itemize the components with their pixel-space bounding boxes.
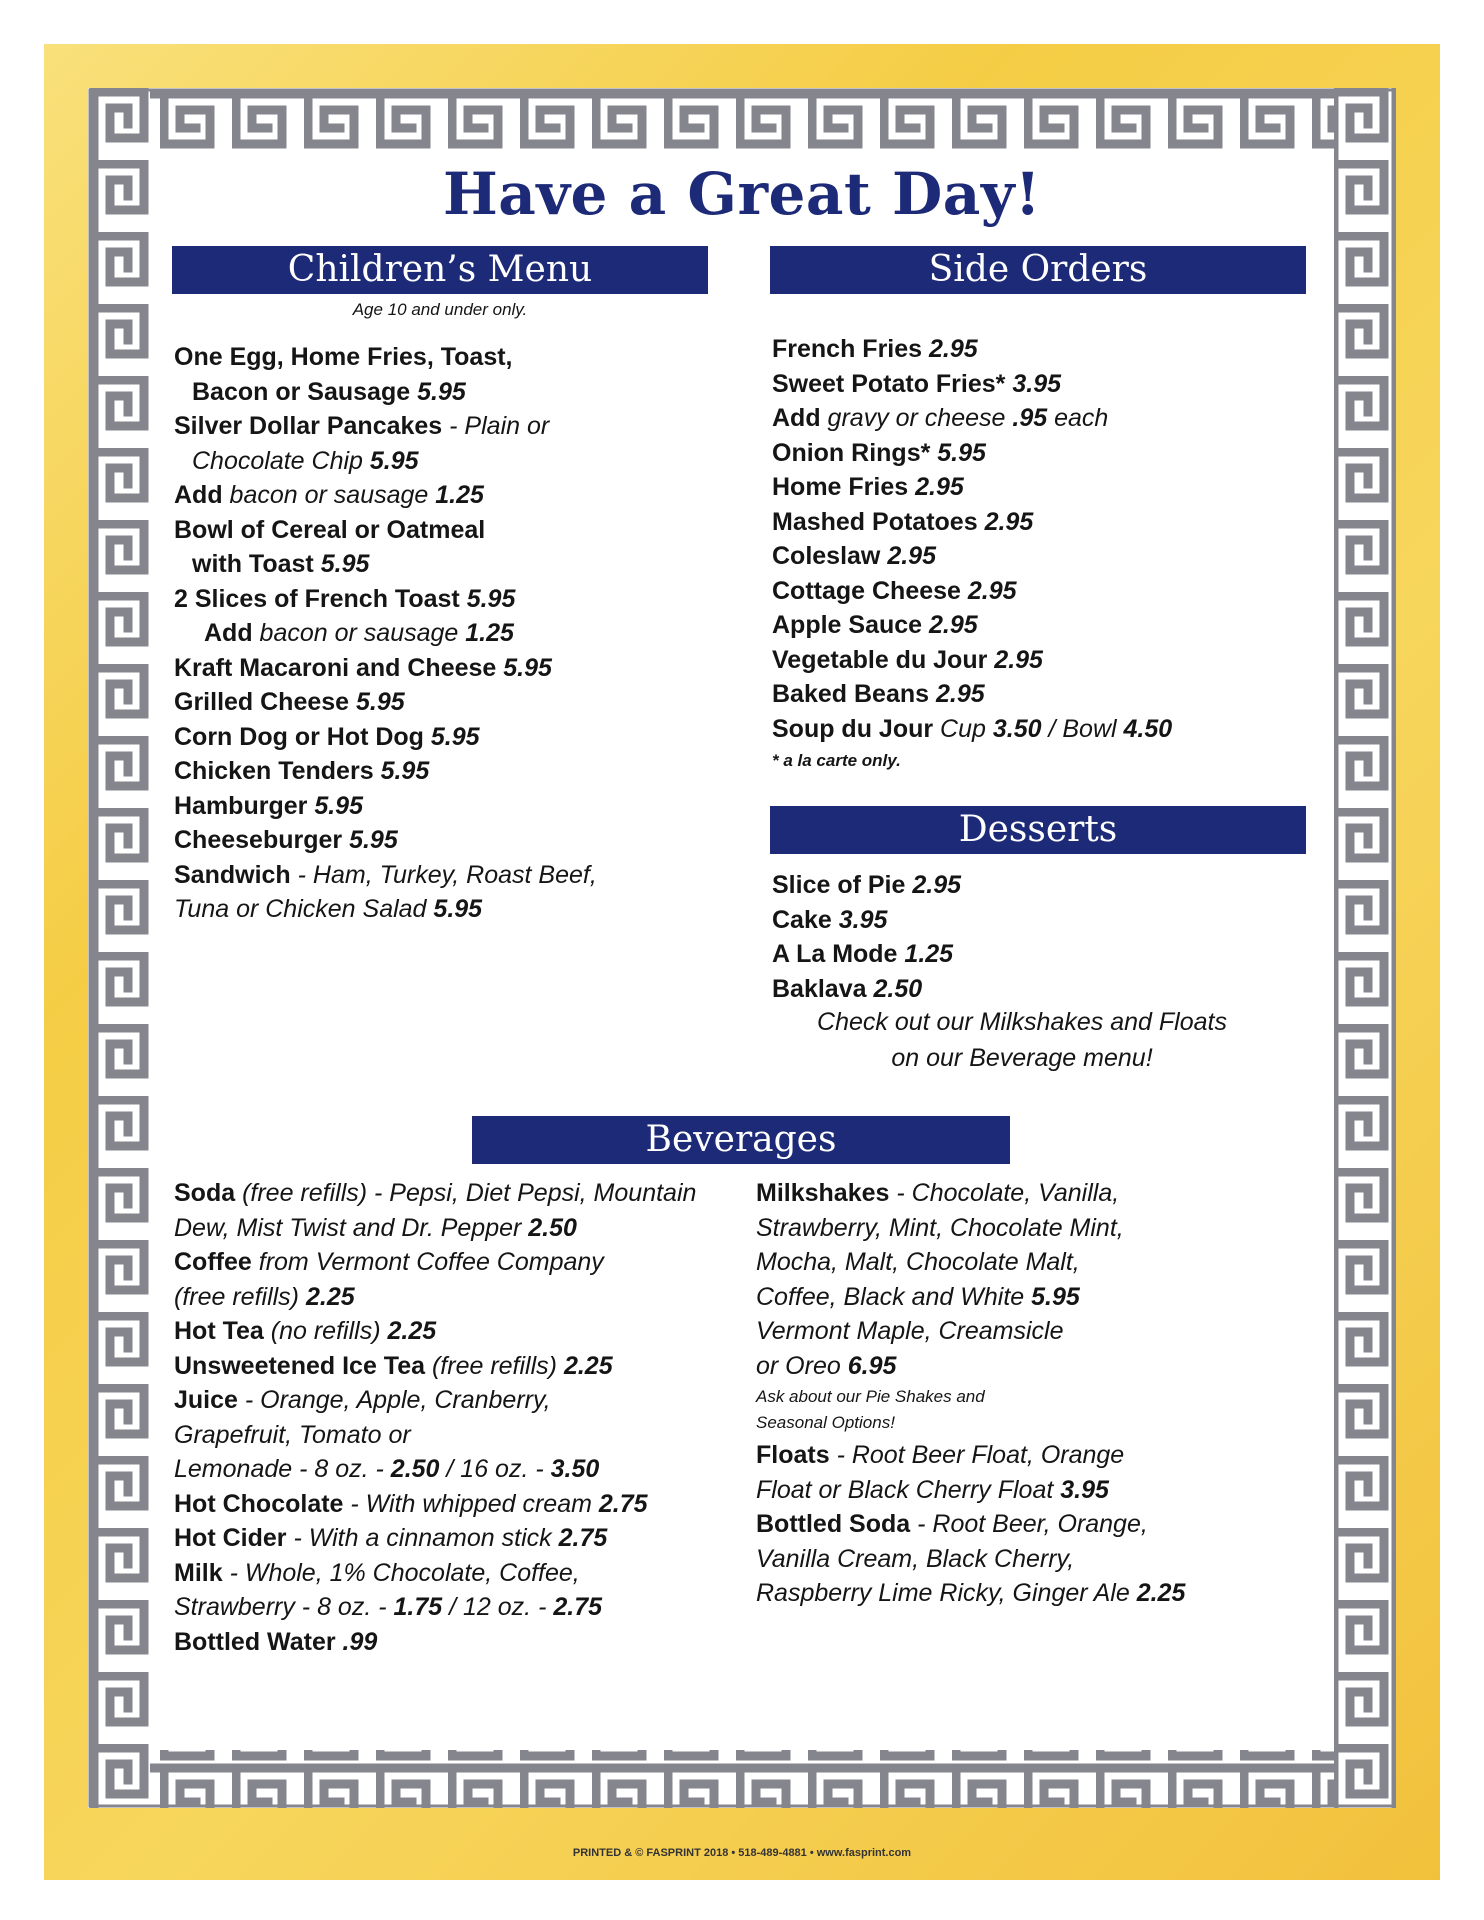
menu-item xyxy=(756,1542,1316,1577)
item-price: 2.25 xyxy=(563,1351,613,1380)
item-name: Soda xyxy=(174,1179,236,1207)
item-price: 3.95 xyxy=(1012,369,1062,398)
item-price: 2.95 xyxy=(915,473,964,501)
soup-name: Soup du Jour xyxy=(772,715,934,743)
item-price: 2.50 xyxy=(390,1455,440,1483)
menu-item xyxy=(756,1473,1316,1508)
a-la-carte-note: * a la carte only. xyxy=(772,751,901,770)
item-name: Corn Dog or Hot Dog xyxy=(174,722,424,751)
menu-item xyxy=(756,1280,1316,1315)
menu-item xyxy=(174,340,714,375)
item-price: 5.95 xyxy=(433,895,483,923)
page-title: Have a Great Day! xyxy=(442,160,1042,228)
item-description: (free refills) xyxy=(174,1282,300,1311)
item-description-2: / 16 oz. - xyxy=(439,1455,544,1483)
item-name: Chicken Tenders xyxy=(174,757,374,785)
menu-item xyxy=(174,720,714,755)
item-description: (no refills) xyxy=(263,1317,381,1345)
item-name: Silver Dollar Pancakes xyxy=(174,412,443,440)
menu-item xyxy=(174,513,714,548)
menu-item xyxy=(174,582,714,617)
item-price: 2.95 xyxy=(912,871,962,899)
item-name: Hot Chocolate xyxy=(174,1489,344,1518)
item-name: Sweet Potato Fries* xyxy=(772,369,1006,398)
menu-item xyxy=(772,505,1312,540)
item-description: Lemonade - 8 oz. - xyxy=(174,1455,384,1483)
beverages-right-list xyxy=(756,1176,1316,1383)
beverages-left-list xyxy=(174,1176,744,1659)
item-description: Strawberry - 8 oz. - xyxy=(174,1593,387,1621)
item-name: Home Fries xyxy=(772,473,909,501)
item-price: 1.25 xyxy=(904,940,954,968)
menu-item xyxy=(772,972,1312,1007)
item-price: 2.95 xyxy=(929,335,978,363)
childrens-menu-heading: Children’s Menu xyxy=(172,246,708,294)
childrens-menu-list xyxy=(174,340,714,927)
item-description: Float or Black Cherry Float xyxy=(756,1475,1054,1504)
menu-item xyxy=(772,539,1312,574)
menu-item xyxy=(174,1487,744,1522)
beverages-heading: Beverages xyxy=(472,1116,1010,1164)
item-description: Chocolate Chip xyxy=(192,446,363,475)
item-description: - Ham, Turkey, Roast Beef, xyxy=(290,860,597,889)
item-description: - Whole, 1% Chocolate, Coffee, xyxy=(222,1558,580,1587)
menu-item xyxy=(772,937,1312,972)
item-price: 2.50 xyxy=(528,1213,577,1242)
menu-item xyxy=(174,1245,744,1280)
menu-item xyxy=(174,375,714,410)
pie-shakes-note-line2: Seasonal Options! xyxy=(756,1413,895,1432)
menu-item xyxy=(772,367,1312,402)
item-description: Strawberry, Mint, Chocolate Mint, xyxy=(756,1213,1124,1242)
item-name: Cheeseburger xyxy=(174,826,343,854)
item-name: with Toast xyxy=(192,550,314,578)
milkshake-callout xyxy=(772,1004,1272,1076)
item-name: Cake xyxy=(772,905,832,934)
soup-cup-label: Cup xyxy=(933,715,986,743)
menu-item xyxy=(756,1211,1316,1246)
item-description: - Orange, Apple, Cranberry, xyxy=(237,1386,551,1414)
item-description: Tuna or Chicken Salad xyxy=(174,895,427,923)
item-name: Hamburger xyxy=(174,791,308,820)
menu-item xyxy=(174,1418,744,1453)
beverages-right-list-2 xyxy=(756,1438,1316,1611)
item-description: Grapefruit, Tomato or xyxy=(174,1420,411,1449)
desserts-heading: Desserts xyxy=(770,806,1306,854)
item-name: Juice xyxy=(174,1386,238,1414)
item-name: Bottled Water xyxy=(174,1627,336,1656)
item-name: Milk xyxy=(174,1558,223,1587)
menu-item xyxy=(174,754,714,789)
item-description: - Root Beer Float, Orange xyxy=(829,1441,1125,1469)
pie-shakes-note-line1: Ask about our Pie Shakes and xyxy=(756,1387,985,1406)
item-name: Unsweetened Ice Tea xyxy=(174,1351,426,1380)
menu-item xyxy=(174,789,714,824)
item-price: 5.95 xyxy=(430,722,480,751)
item-price: 5.95 xyxy=(466,584,516,613)
menu-item xyxy=(772,868,1312,903)
menu-item xyxy=(174,823,714,858)
item-description: (free refills) - Pepsi, Diet Pepsi, Mountain xyxy=(235,1179,697,1207)
item-price: 2.95 xyxy=(984,507,1034,536)
item-price: 5.95 xyxy=(1031,1282,1080,1311)
item-name: Apple Sauce xyxy=(772,611,923,639)
menu-item xyxy=(174,1280,744,1315)
item-name: Baklava xyxy=(772,974,867,1003)
menu-item xyxy=(772,436,1312,471)
menu-item xyxy=(174,1556,744,1591)
menu-item xyxy=(756,1349,1316,1384)
item-price: 1.25 xyxy=(465,619,514,647)
item-price: 1.75 xyxy=(393,1593,443,1621)
item-name: One Egg, Home Fries, Toast, xyxy=(174,343,513,371)
milkshake-callout-line2: on our Beverage menu! xyxy=(891,1044,1153,1072)
item-price: 5.95 xyxy=(356,688,405,716)
item-description: - Chocolate, Vanilla, xyxy=(889,1179,1120,1207)
item-price: .99 xyxy=(342,1627,378,1656)
item-price: 5.95 xyxy=(314,791,363,820)
menu-item xyxy=(772,574,1312,609)
item-description: Dew, Mist Twist and Dr. Pepper xyxy=(174,1213,522,1242)
menu-item xyxy=(174,858,714,893)
item-description: Vermont Maple, Creamsicle xyxy=(756,1317,1064,1345)
milkshake-callout-line1: Check out our Milkshakes and Floats xyxy=(817,1008,1227,1036)
menu-item xyxy=(174,1211,744,1246)
item-description: bacon or sausage xyxy=(252,619,459,647)
item-price: 2.25 xyxy=(305,1282,355,1311)
soup-bowl-price: 4.50 xyxy=(1123,715,1173,743)
item-price: 5.95 xyxy=(320,550,370,578)
item-name: Slice of Pie xyxy=(772,871,906,899)
item-price: 5.95 xyxy=(369,446,419,475)
menu-item xyxy=(772,608,1312,643)
menu-item xyxy=(174,1452,744,1487)
item-description: bacon or sausage xyxy=(222,481,429,509)
item-price: 1.25 xyxy=(435,481,484,509)
menu-item xyxy=(772,401,1312,436)
menu-item xyxy=(772,643,1312,678)
menu-item xyxy=(756,1576,1316,1611)
item-description: Raspberry Lime Ricky, Ginger Ale xyxy=(756,1579,1130,1607)
menu-item xyxy=(174,409,714,444)
item-description: gravy or cheese xyxy=(820,404,1006,432)
item-suffix: each xyxy=(1047,404,1109,432)
item-name: Sandwich xyxy=(174,860,291,889)
soup-du-jour-row xyxy=(772,712,1172,747)
item-price: 6.95 xyxy=(847,1351,897,1380)
menu-item xyxy=(174,685,714,720)
menu-item xyxy=(174,1590,744,1625)
item-description: - Plain or xyxy=(442,412,550,440)
item-price: 3.95 xyxy=(838,905,888,934)
item-name: Floats xyxy=(756,1441,830,1469)
item-price: 2.95 xyxy=(887,542,936,570)
item-name: A La Mode xyxy=(772,940,898,968)
item-price: 5.95 xyxy=(417,377,466,406)
item-name: Cottage Cheese xyxy=(772,576,961,605)
item-name: Kraft Macaroni and Cheese xyxy=(174,653,497,682)
menu-item xyxy=(756,1314,1316,1349)
item-name: Bowl of Cereal or Oatmeal xyxy=(174,515,486,544)
item-price: 2.75 xyxy=(558,1524,608,1552)
item-name: Coleslaw xyxy=(772,542,881,570)
item-name: Hot Cider xyxy=(174,1524,287,1552)
item-name: Onion Rings* xyxy=(772,438,931,467)
item-price-2: 2.75 xyxy=(553,1593,603,1621)
item-price: 2.25 xyxy=(387,1317,437,1345)
item-description: Coffee, Black and White xyxy=(756,1282,1025,1311)
item-name: Bacon or Sausage xyxy=(192,377,411,406)
item-description: or Oreo xyxy=(756,1351,841,1380)
menu-item xyxy=(772,677,1312,712)
item-name: Coffee xyxy=(174,1248,252,1276)
item-price: 2.50 xyxy=(873,974,923,1003)
menu-item xyxy=(174,1314,744,1349)
item-price: .95 xyxy=(1012,404,1048,432)
item-name: Bottled Soda xyxy=(756,1510,911,1538)
menu-item xyxy=(772,903,1312,938)
menu-item xyxy=(174,1349,744,1384)
menu-item xyxy=(756,1245,1316,1280)
item-price: 5.95 xyxy=(380,757,430,785)
menu-item xyxy=(174,892,714,927)
item-price: 3.95 xyxy=(1060,1475,1109,1504)
soup-bowl-label: / Bowl xyxy=(1041,715,1117,743)
menu-item xyxy=(174,1383,744,1418)
menu-item xyxy=(174,478,714,513)
item-price: 2.75 xyxy=(598,1489,648,1518)
item-name: Milkshakes xyxy=(756,1179,890,1207)
item-name: Add xyxy=(174,481,223,509)
item-name: Hot Tea xyxy=(174,1317,264,1345)
item-name: Add xyxy=(772,404,821,432)
item-price: 2.95 xyxy=(929,611,978,639)
menu-item xyxy=(756,1438,1316,1473)
item-description-2: / 12 oz. - xyxy=(442,1593,547,1621)
item-name: Baked Beans xyxy=(772,680,930,708)
menu-item xyxy=(174,547,714,582)
pie-shakes-note xyxy=(756,1384,985,1436)
menu-item xyxy=(174,444,714,479)
menu-item xyxy=(174,651,714,686)
menu-item xyxy=(756,1176,1316,1211)
item-price: 5.95 xyxy=(503,653,552,682)
desserts-list xyxy=(772,868,1312,1006)
menu-item xyxy=(174,1625,744,1660)
menu-item xyxy=(772,332,1312,367)
item-description: - Root Beer, Orange, xyxy=(910,1510,1148,1538)
soup-cup-price: 3.50 xyxy=(992,715,1042,743)
item-price: 2.95 xyxy=(994,645,1043,674)
menu-item xyxy=(772,470,1312,505)
item-price-2: 3.50 xyxy=(550,1455,600,1483)
item-price: 2.25 xyxy=(1136,1579,1186,1607)
menu-item xyxy=(174,616,714,651)
item-price: 5.95 xyxy=(937,438,986,467)
item-price: 2.95 xyxy=(935,680,985,708)
printer-credit-footer: PRINTED & © FASPRINT 2018 • 518-489-4881 • www.fasprint.com xyxy=(572,1847,912,1859)
menu-item xyxy=(174,1176,744,1211)
item-name: Mashed Potatoes xyxy=(772,507,978,536)
item-name: French Fries xyxy=(772,335,923,363)
item-name: 2 Slices of French Toast xyxy=(174,584,460,613)
item-description: Mocha, Malt, Chocolate Malt, xyxy=(756,1248,1080,1276)
item-description: (free refills) xyxy=(425,1351,557,1380)
item-price: 2.95 xyxy=(967,576,1017,605)
item-description: - With whipped cream xyxy=(343,1489,592,1518)
item-description: Vanilla Cream, Black Cherry, xyxy=(756,1544,1075,1573)
item-name: Vegetable du Jour xyxy=(772,645,988,674)
item-price: 5.95 xyxy=(349,826,398,854)
item-description: - With a cinnamon stick xyxy=(286,1524,552,1552)
menu-item xyxy=(756,1507,1316,1542)
item-name: Grilled Cheese xyxy=(174,688,350,716)
side-orders-list xyxy=(772,332,1312,712)
item-name: Add xyxy=(204,619,253,647)
side-orders-heading: Side Orders xyxy=(770,246,1306,294)
item-description: from Vermont Coffee Company xyxy=(251,1248,604,1276)
childrens-menu-age-note: Age 10 and under only. xyxy=(352,300,528,319)
menu-item xyxy=(174,1521,744,1556)
